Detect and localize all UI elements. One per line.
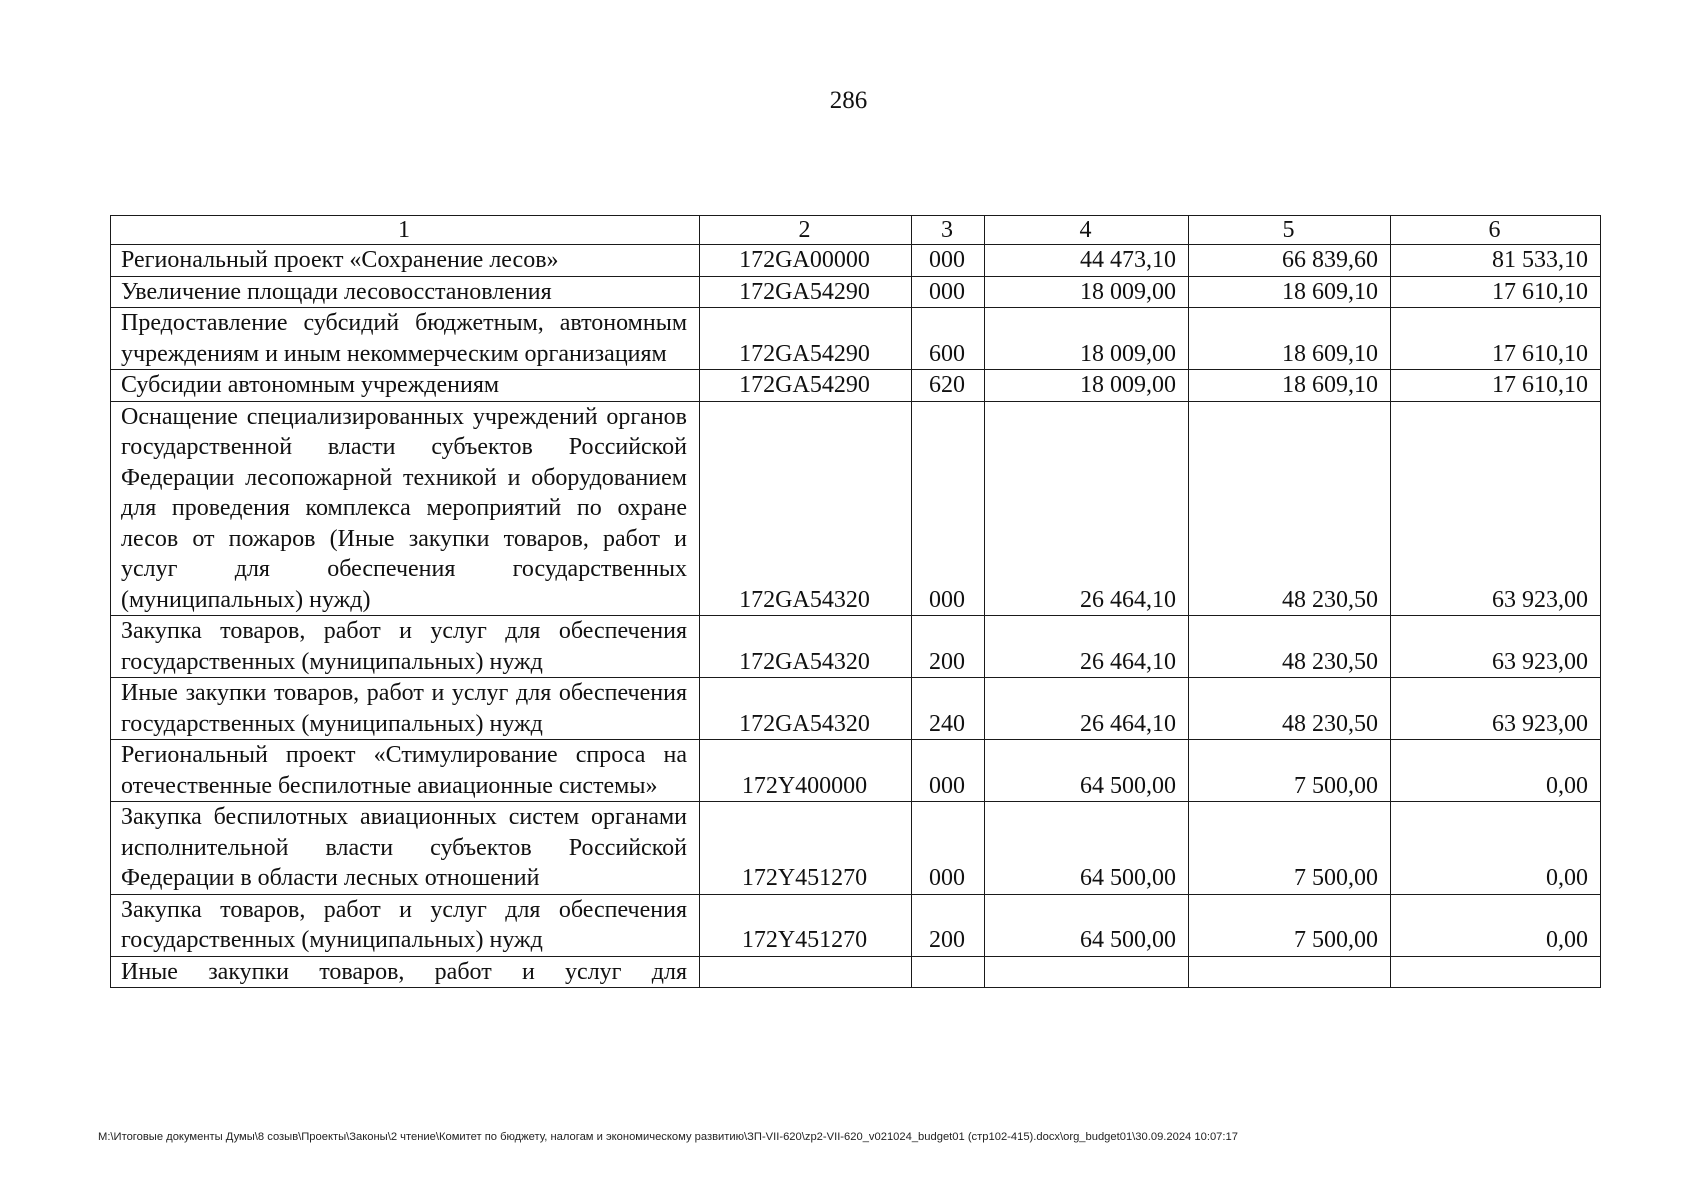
row-value-col5: 7 500,00 [1189,802,1391,895]
row-value-col5: 48 230,50 [1189,616,1391,678]
table-row [111,276,1601,308]
row-value-col5: 18 609,10 [1189,370,1391,402]
row-name: Иные закупки товаров, работ и услуг для [111,956,700,988]
table-row [111,245,1601,277]
row-value-col4: 18 009,00 [985,276,1189,308]
table-row [111,370,1601,402]
row-value-col4 [985,956,1189,988]
row-name: Субсидии автономным учреждениям [111,370,700,402]
column-header-4: 4 [985,216,1189,245]
row-value-col5: 7 500,00 [1189,894,1391,956]
row-name: Закупка беспилотных авиационных систем органами исполнительной власти субъектов Российской Федерации в области лесных отношений [111,802,700,895]
row-target-code: 172Y451270 [700,894,912,956]
row-value-col4: 26 464,10 [985,678,1189,740]
footer-file-path: M:\Итоговые документы Думы\8 созыв\Проекты\Законы\2 чтение\Комитет по бюджету, налогам и экономическому развитию\ЗП-VII-620\zp2-VII-620_v021024_budget01 (стр102-415).docx\org_budget01\30.09.2024 10:07:17 [98,1131,1238,1143]
page-number: 286 [829,87,868,114]
row-value-col5: 7 500,00 [1189,740,1391,802]
row-value-col6: 63 923,00 [1391,616,1601,678]
row-value-col5: 18 609,10 [1189,276,1391,308]
row-value-col6: 0,00 [1391,802,1601,895]
row-expense-type: 000 [912,802,985,895]
row-name: Увеличение площади лесовосстановления [111,276,700,308]
row-value-col4: 26 464,10 [985,616,1189,678]
table-row [111,956,1601,988]
table-row [111,740,1601,802]
row-expense-type: 000 [912,401,985,616]
column-header-5: 5 [1189,216,1391,245]
row-value-col6 [1391,956,1601,988]
column-header-1: 1 [111,216,700,245]
row-target-code: 172GA54290 [700,308,912,370]
row-target-code: 172GA54320 [700,616,912,678]
row-expense-type: 000 [912,276,985,308]
row-value-col4: 64 500,00 [985,740,1189,802]
row-target-code: 172Y400000 [700,740,912,802]
column-header-3: 3 [912,216,985,245]
row-target-code: 172GA54320 [700,678,912,740]
row-value-col4: 26 464,10 [985,401,1189,616]
row-value-col5: 66 839,60 [1189,245,1391,277]
row-value-col6: 17 610,10 [1391,276,1601,308]
row-target-code [700,956,912,988]
row-value-col4: 18 009,00 [985,370,1189,402]
row-expense-type: 240 [912,678,985,740]
table-row [111,308,1601,370]
row-name: Иные закупки товаров, работ и услуг для обеспечения государственных (муниципальных) нужд [111,678,700,740]
table-row [111,616,1601,678]
column-header-2: 2 [700,216,912,245]
table-header-row [111,216,1601,245]
column-header-6: 6 [1391,216,1601,245]
row-value-col6: 63 923,00 [1391,678,1601,740]
table-row [111,401,1601,616]
budget-table [110,215,1601,988]
row-expense-type: 600 [912,308,985,370]
row-target-code: 172Y451270 [700,802,912,895]
row-expense-type: 000 [912,740,985,802]
row-expense-type: 000 [912,245,985,277]
table-row [111,802,1601,895]
row-name: Оснащение специализированных учреждений органов государственной власти субъектов Российской Федерации лесопожарной техникой и оборудованием для проведения комплекса мероприятий по охране лесов от пожаров (Иные закупки товаров, работ и услуг для обеспечения государственных (муниципальных) нужд) [111,401,700,616]
row-name: Предоставление субсидий бюджетным, автономным учреждениям и иным некоммерческим организациям [111,308,700,370]
row-value-col5: 18 609,10 [1189,308,1391,370]
row-expense-type: 620 [912,370,985,402]
row-value-col6: 0,00 [1391,740,1601,802]
row-value-col4: 44 473,10 [985,245,1189,277]
row-target-code: 172GA00000 [700,245,912,277]
row-name: Закупка товаров, работ и услуг для обеспечения государственных (муниципальных) нужд [111,616,700,678]
row-name: Региональный проект «Сохранение лесов» [111,245,700,277]
row-target-code: 172GA54290 [700,276,912,308]
row-target-code: 172GA54320 [700,401,912,616]
row-value-col6: 0,00 [1391,894,1601,956]
row-value-col5 [1189,956,1391,988]
row-value-col6: 17 610,10 [1391,370,1601,402]
row-value-col4: 64 500,00 [985,894,1189,956]
row-expense-type: 200 [912,616,985,678]
row-value-col6: 17 610,10 [1391,308,1601,370]
row-expense-type: 200 [912,894,985,956]
row-value-col5: 48 230,50 [1189,678,1391,740]
row-name: Закупка товаров, работ и услуг для обеспечения государственных (муниципальных) нужд [111,894,700,956]
row-value-col6: 63 923,00 [1391,401,1601,616]
row-value-col6: 81 533,10 [1391,245,1601,277]
row-name: Региональный проект «Стимулирование спроса на отечественные беспилотные авиационные системы» [111,740,700,802]
table-row [111,678,1601,740]
row-value-col4: 64 500,00 [985,802,1189,895]
row-expense-type [912,956,985,988]
row-target-code: 172GA54290 [700,370,912,402]
row-value-col4: 18 009,00 [985,308,1189,370]
table-row [111,894,1601,956]
row-value-col5: 48 230,50 [1189,401,1391,616]
